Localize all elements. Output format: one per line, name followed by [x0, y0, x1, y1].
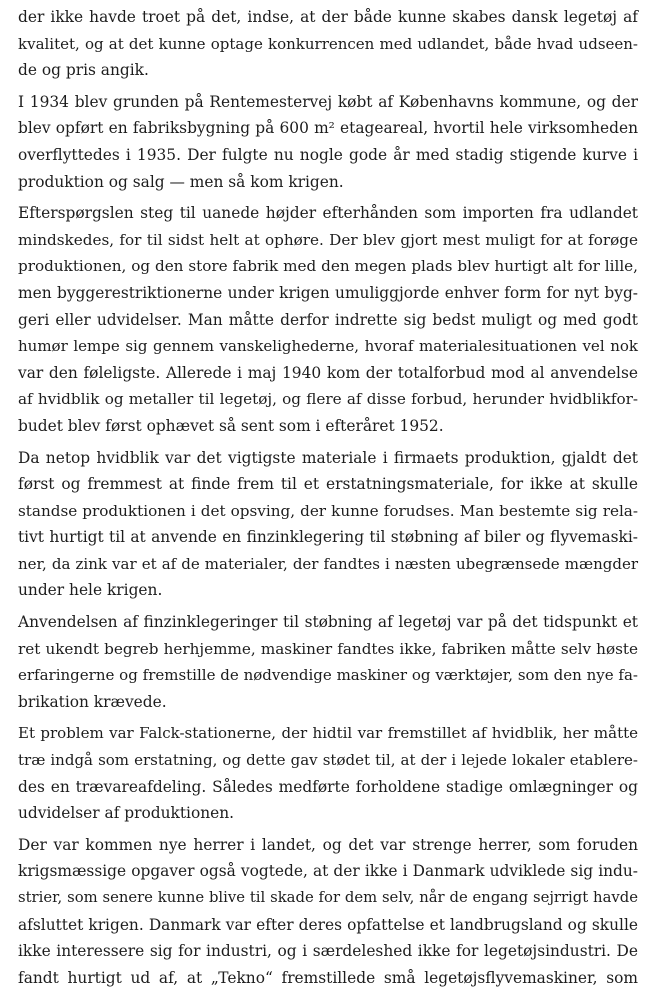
text-line: Der var kommen nye herrer i landet, og det var strenge herrer, som foruden [18, 835, 638, 854]
text-line: ner, da zink var et af de materialer, der fandtes i næsten ubegrænsede mængder [18, 554, 638, 573]
text-line: budet blev først ophævet så sent som i efteråret 1952. [18, 416, 444, 435]
text-line: under hele krigen. [18, 581, 163, 600]
text-line: de og pris angik. [18, 61, 149, 80]
text-line: men byggerestriktionerne under krigen umuliggjorde enhver form for nyt byg- [18, 283, 638, 302]
paragraph [18, 445, 638, 605]
text-line: fandt hurtigt ud af, at „Tekno“ fremstillede små legetøjsflyvemaskiner, som [18, 968, 638, 987]
text-line: blev opført en fabriksbygning på 600 m² etageareal, hvortil hele virksomheden [18, 119, 638, 138]
paragraph [18, 200, 638, 439]
text-line: ikke interessere sig for industri, og i særdeleshed ikke for legetøjsindustri. De [18, 942, 638, 961]
text-line: humør lempe sig gennem vanskelighederne, hvoraf materialesituationen vel nok [18, 337, 638, 356]
text-line: Da netop hvidblik var det vigtigste materiale i firmaets produktion, gjaldt det [18, 448, 638, 467]
text-line: ret ukendt begreb herhjemme, maskiner fandtes ikke, fabriken måtte selv høste [18, 639, 638, 658]
text-line: kvalitet, og at det kunne optage konkurrencen med udlandet, både hvad udseen- [18, 34, 638, 53]
text-line: tivt hurtigt til at anvende en finzinklegering til støbning af biler og flyvemaski- [18, 528, 638, 547]
text-line: brikation krævede. [18, 692, 167, 711]
text-line: afsluttet krigen. Danmark var efter deres opfattelse et landbrugsland og skulle [18, 915, 638, 934]
text-line: des en trævareafdeling. Således medførte forholdene stadige omlægninger og [18, 777, 638, 796]
text-line: geri eller udvidelser. Man måtte derfor indrette sig bedst muligt og med godt [18, 310, 638, 329]
text-line: produktion og salg — men så kom krigen. [18, 172, 344, 191]
text-line: erfaringerne og fremstille de nødvendige maskiner og værktøjer, som den nye fa- [18, 666, 638, 685]
text-line: produktionen, og den store fabrik med den megen plads blev hurtigt alt for lille, [18, 257, 638, 276]
text-line: I 1934 blev grunden på Rentemestervej købt af Københavns kommune, og der [18, 92, 638, 111]
text-line: Efterspørgslen steg til uanede højder efterhånden som importen fra udlandet [18, 204, 638, 223]
text-line: Et problem var Falck-stationerne, der hidtil var fremstillet af hvidblik, her måtte [18, 724, 638, 743]
text-line: træ indgå som erstatning, og dette gav stødet til, at der i lejede lokaler etablere- [18, 751, 638, 770]
text-line: var den føleligste. Allerede i maj 1940 kom der totalforbud mod al anvendelse [18, 363, 638, 382]
text-line: mindskedes, for til sidst helt at ophøre. Der blev gjort mest muligt for at forøge [18, 230, 638, 249]
text-line: strier, som senere kunne blive til skade for dem selv, når de engang sejrrigt havde [18, 889, 638, 906]
document-page [18, 4, 638, 996]
text-line: Anvendelsen af finzinklegeringer til støbning af legetøj var på det tidspunkt et [18, 613, 638, 632]
text-line: overflyttedes i 1935. Der fulgte nu nogle gode år med stadig stigende kurve i [18, 145, 638, 164]
text-line: udvidelser af produktionen. [18, 804, 235, 823]
paragraph [18, 609, 638, 715]
text-line: krigsmæssige opgaver også vogtede, at der ikke i Danmark udviklede sig indu- [18, 862, 638, 881]
text-line: først og fremmest at finde frem til et erstatningsmateriale, for ikke at skulle [18, 475, 638, 494]
paragraph [18, 832, 638, 992]
paragraph [18, 4, 638, 84]
text-line: standse produktionen i det opsving, der kunne forudses. Man bestemte sig rela- [18, 501, 638, 520]
text-line: af hvidblik og metaller til legetøj, og flere af disse forbud, herunder hvidblikfor- [18, 390, 638, 409]
paragraph [18, 720, 638, 826]
text-line: der ikke havde troet på det, indse, at der både kunne skabes dansk legetøj af [18, 8, 638, 26]
paragraph [18, 89, 638, 195]
